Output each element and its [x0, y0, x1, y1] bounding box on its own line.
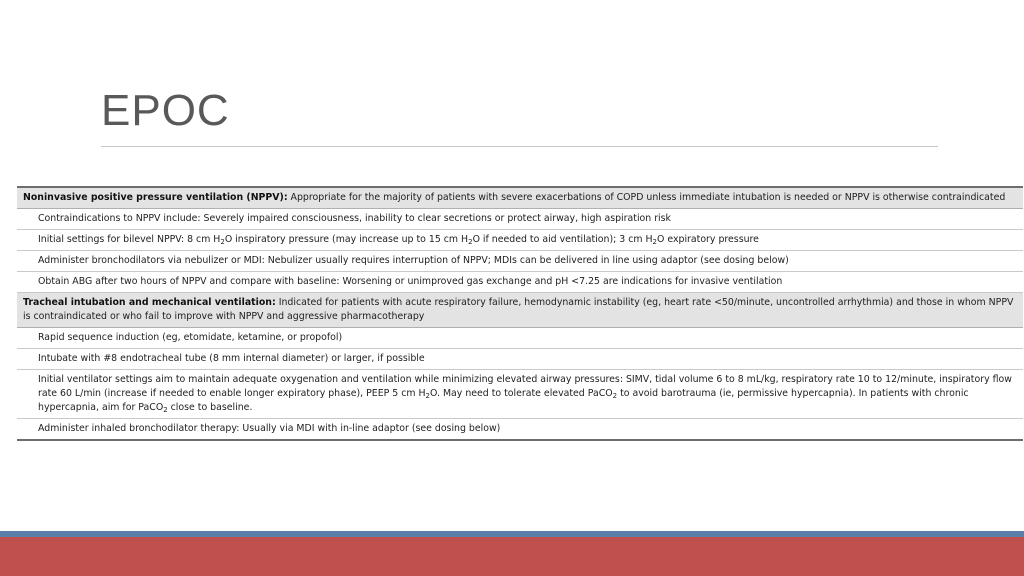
intubation-heading-label: Tracheal intubation and mechanical ventilation:: [23, 297, 276, 308]
row-text: Intubate with #8 endotracheal tube (8 mm internal diameter) or larger, if possible: [38, 353, 425, 364]
table-row: [17, 349, 1023, 370]
subscript: 2: [163, 406, 168, 414]
row-text: Initial ventilator settings aim to maintain adequate oxygenation and ventilation while minimizing elevated airway pressures: SIMV, tidal volume 6 to 8 mL/kg, respiratory rate 10 to 12/minute, inspiratory flow rate 60 L/min (increase if needed to enable longer expiratory phase), PEEP 5 cm H: [38, 374, 1012, 399]
row-text: Administer bronchodilators via nebulizer or MDI: Nebulizer usually requires interruption of NPPV; MDIs can be delivered in line using adaptor (see dosing below): [38, 255, 789, 266]
title-divider: [101, 146, 938, 147]
row-text: O inspiratory pressure (may increase up to 15 cm H: [224, 234, 469, 245]
subscript: 2: [425, 392, 430, 400]
row-text: close to baseline.: [167, 402, 253, 413]
row-text: O. May need to tolerate elevated PaCO: [430, 388, 613, 399]
row-text: Contraindications to NPPV include: Severely impaired consciousness, inability to clear secretions or protect airway, high aspiration risk: [38, 213, 671, 224]
row-text: Obtain ABG after two hours of NPPV and compare with baseline: Worsening or unimproved gas exchange and pH <7.25 are indications for invasive ventilation: [38, 276, 783, 287]
table-row-nppv-heading: [17, 188, 1023, 209]
subscript: 2: [220, 238, 225, 246]
table-row-intubation-heading: [17, 293, 1023, 328]
table-row: [17, 209, 1023, 230]
ventilation-table: [17, 186, 1023, 441]
row-text: Administer inhaled bronchodilator therapy: Usually via MDI with in-line adaptor (see dosing below): [38, 423, 501, 434]
table-row: [17, 419, 1023, 439]
table-row: [17, 230, 1023, 251]
subscript: 2: [612, 392, 618, 400]
table-row: [17, 370, 1023, 419]
table-row: [17, 251, 1023, 272]
row-text: O if needed to aid ventilation); 3 cm H: [472, 234, 653, 245]
row-text: O expiratory pressure: [656, 234, 759, 245]
subscript: 2: [652, 238, 657, 246]
nppv-heading-text: Appropriate for the majority of patients with severe exacerbations of COPD unless immediate intubation is needed or NPPV is otherwise contraindicated: [287, 192, 1006, 203]
intubation-heading-text: Indicated for patients with acute respiratory failure, hemodynamic instability (eg, heart rate <50/minute, uncontrolled arrhythmia) and those in whom NPPV is contraindicated or who fail to improve with NPPV and aggressive pharmacotherapy: [23, 297, 1014, 322]
subscript: 2: [468, 238, 473, 246]
footer-red-band: [0, 537, 1024, 576]
row-text: Initial settings for bilevel NPPV: 8 cm H: [38, 234, 221, 245]
table-row: [17, 272, 1023, 293]
row-text: Rapid sequence induction (eg, etomidate, ketamine, or propofol): [38, 332, 343, 343]
table-row: [17, 328, 1023, 349]
nppv-heading-label: Noninvasive positive pressure ventilation (NPPV):: [23, 192, 288, 203]
row-text: to avoid barotrauma (ie, permissive hypercapnia). In patients with chronic hypercapnia, aim for PaCO: [38, 388, 969, 413]
slide-title: EPOC: [101, 86, 230, 135]
